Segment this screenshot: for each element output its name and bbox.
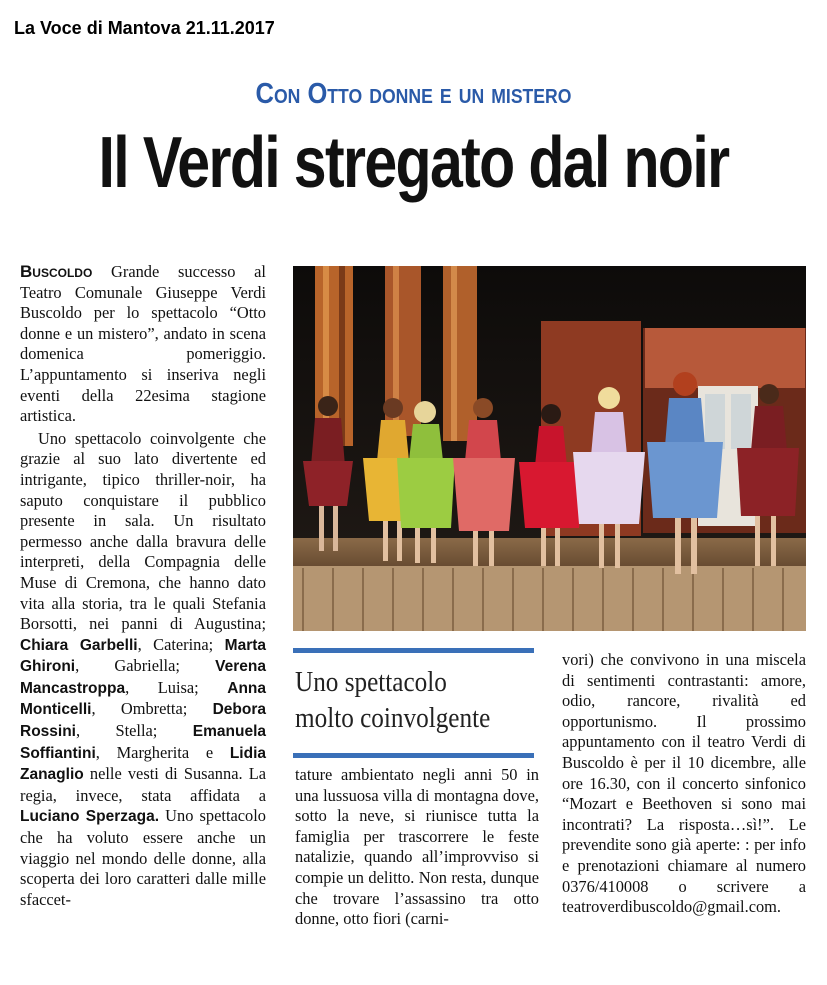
pull-quote	[293, 648, 534, 758]
cast-list	[20, 635, 266, 909]
cast-role: , Stella;	[75, 721, 193, 741]
cast-role: , Ombretta;	[91, 699, 213, 719]
paragraph-2-text: Uno spettacolo coinvolgente che grazie al suo lato divertente ed intrigante, tipico thriller-noir, ha saputo conquistare il pubblico presente in sala. Un risultato permesso anche dalla bravura delle interpreti, della Compagnia delle Muse di Cremona, che hanno dato vita alla storia, tra le quali Stefania Borsotti, nei panni di Augustina;	[20, 428, 266, 634]
cast-name: Verena Mancastroppa	[20, 658, 266, 697]
cast-role: , Gabriella;	[75, 656, 216, 676]
cast-name: Lidia Zanaglio	[20, 744, 266, 784]
stage-photo-illustration	[293, 266, 806, 631]
column-4-text: vori) che convivono in una miscela di sentimenti contrastanti: amore, odio, rancore, rivalità ed opportunismo. Il prossimo appuntamento con il teatro Verdi di Buscoldo è per il 10 dicembre, alle ore 16.30, con il concerto sinfonico “Mozart e Beethoven si sono mai incontrati? La risposta…sì!”. Le prevendite sono già aperte: : per info e prenotazioni chiamare al numero 0376/410008 o scrivere a teatroverdibuscoldo@gmail.com.	[562, 650, 806, 917]
pull-quote-text: Uno spettacolo molto coinvolgente	[295, 667, 491, 734]
cast-name: Anna Monticelli	[20, 679, 266, 719]
dateline: Buscoldo	[20, 262, 93, 281]
paragraph-2	[20, 429, 266, 911]
cast-role: Uno spettacolo che ha voluto essere anche un viaggio nel mondo delle donne, alla scoperta dei loro caratteri dalle mille sfaccet-	[20, 806, 267, 909]
source-line: La Voce di Mantova 21.11.2017	[14, 18, 275, 38]
paragraph-1-text: Grande successo al Teatro Comunale Giuseppe Verdi Buscoldo per lo spettacolo “Otto donne e un mistero”, andato in scena domenica pomeriggio. L’appuntamento si inseriva negli eventi della 22esima stagione artistica.	[20, 262, 266, 426]
cast-name: Luciano Sperzaga.	[20, 808, 160, 826]
cast-name: Marta Ghironi	[20, 636, 267, 676]
cast-name: Debora Rossini	[20, 701, 266, 741]
article-column-1	[20, 262, 266, 910]
paragraph-1	[20, 262, 266, 427]
article-column-3	[295, 765, 539, 930]
headline: Il Verdi stregato dal noir	[98, 123, 729, 203]
stage-photo	[293, 266, 806, 631]
cast-role: , Luisa;	[125, 677, 228, 697]
column-3-text: tature ambientato negli anni 50 in una lussuosa villa di montagna dove, sotto la neve, si riunisce tutta la famiglia per trascorrere le feste natalizie, quando all’improvviso si compie un delitto. Non resta, dunque che trovare l’assassino tra otto donne, otto fiori (carni-	[295, 765, 539, 929]
cast-name: Chiara Garbelli	[20, 636, 138, 654]
article-column-4	[562, 650, 806, 918]
kicker: Con Otto donne e un mistero	[255, 78, 572, 110]
cast-role: , Caterina;	[137, 634, 225, 654]
cast-role: , Margherita e	[95, 742, 230, 762]
cast-role: nelle vesti di Susanna. La regia, invece, stata affidata a	[20, 764, 266, 805]
cast-name: Emanuela Soffiantini	[20, 723, 266, 762]
